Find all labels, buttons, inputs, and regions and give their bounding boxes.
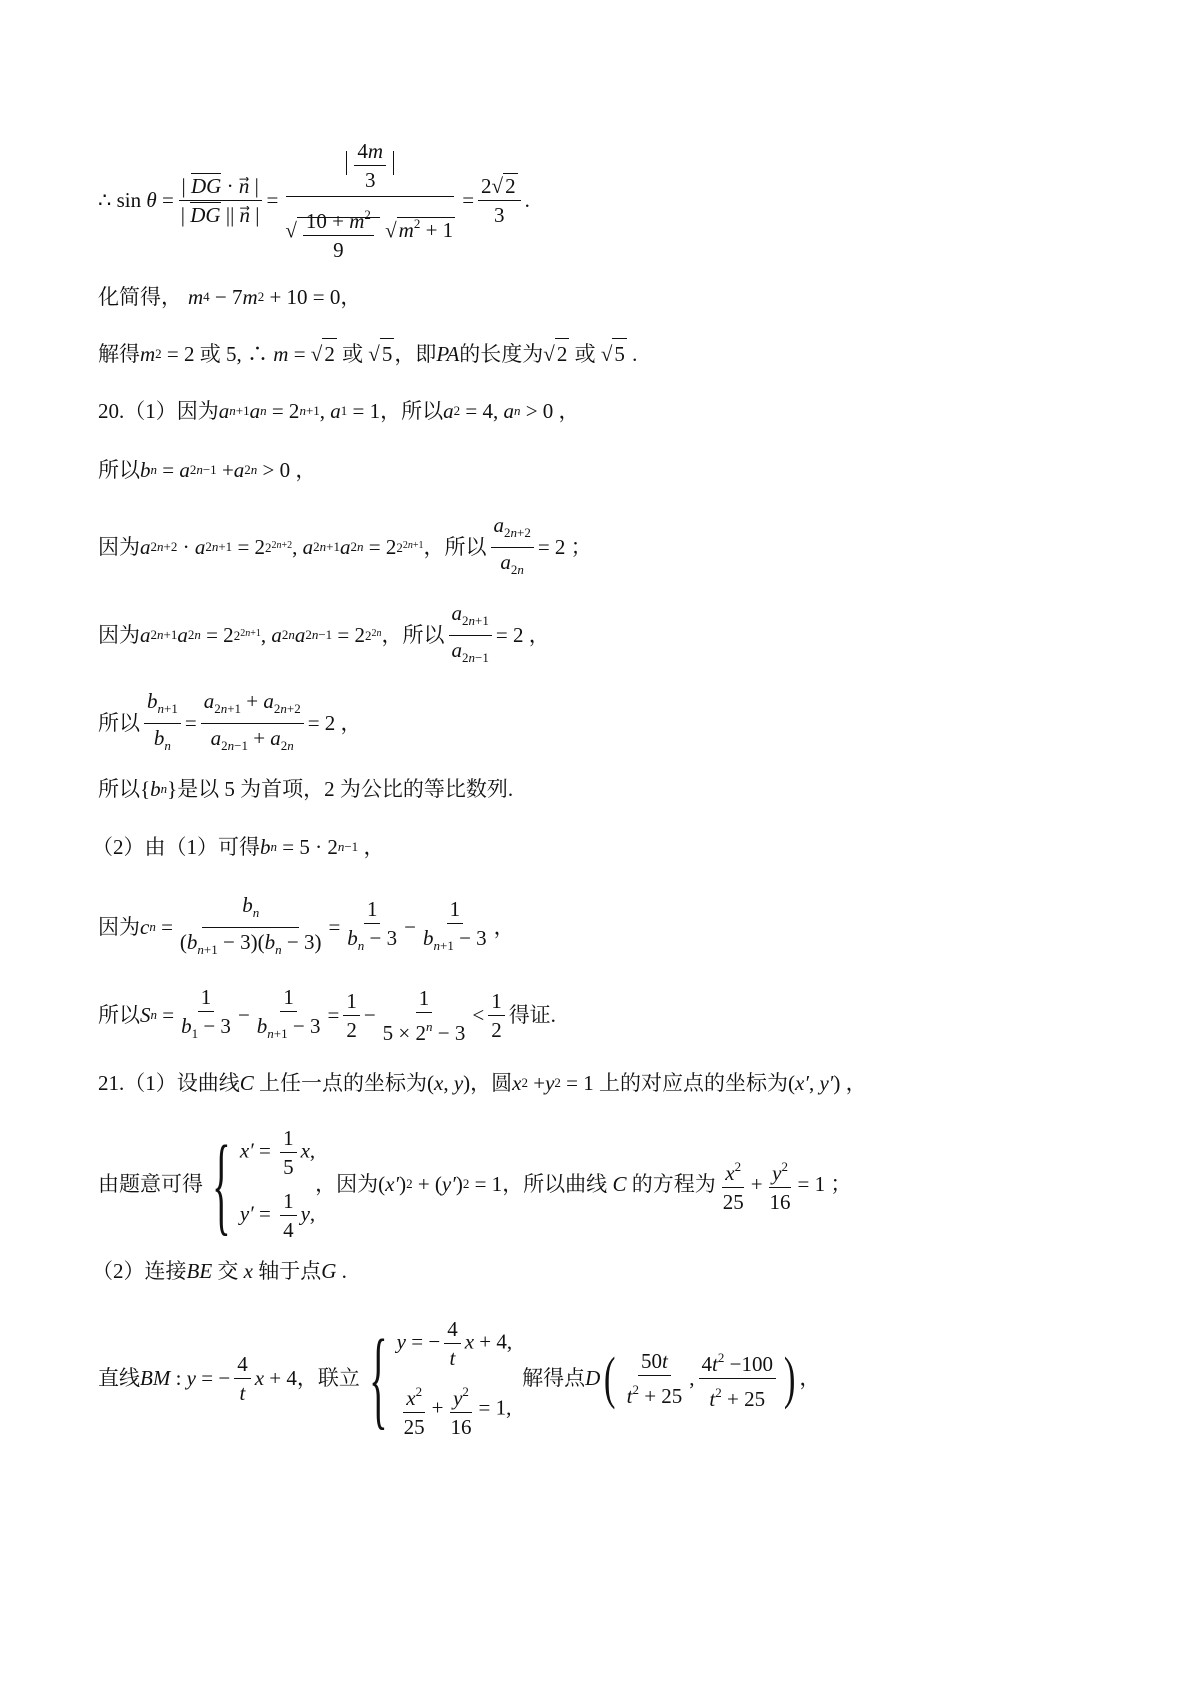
solve-m-line: 解得 m 2 = 2 或 5, ∴ m = √ 2 或 √ 5 ，即 PA 的长度为 √ 2 或 √ 5 . (98, 338, 1140, 369)
bn-ratio-line: 所以 $\frac{b_{n+1}}{b_n}$ = $\frac{a_{2n+1} + a_{2n+2}}{a_{2n-1} + a_{2n}}$ = 2 ， (98, 688, 362, 753)
bn-positive-line: 所以 b n = a 2n−1 + a 2n > 0 ， (98, 458, 317, 482)
sn-proof-line: 所以 S n = $\frac{1}{b_1 - 3}$ − $\frac{1}{b_{n+1} - 3}$ = $\frac{1}{2}$ − $\frac{1}{5 \times 2^n - 3}$ < $\frac{1}{2}$ 得证. (98, 984, 556, 1045)
ratio-even-line: 因为 a 2n+2 · a 2n+1 = 2 $2^{2n+2}$ , a 2n+1 a 2n = 2 $2^{2n+1}$ ，所以 $\frac{a_{2n+2}}{a_{2n}}$ = 2 ； (98, 512, 592, 577)
line-bm-system-line: 直线 BM : y = − $\frac{4}{t}$ x + 4 ，联立 { y = − $\frac{4}{t}$ x + 4, $\frac{x^2}{25}$ + $\frac{y^2}{16}$ = 1, 解得点 D ( $\frac{50t}{t^2 + 25}$ , $\frac{4t^2 -100}{t^2 + 25}$ ) ， (98, 1317, 821, 1439)
q20-part2-line: （2）由（1）可得 b n = 5 · 2 n−1 ， (92, 835, 385, 859)
cn-definition-line: 因为 c n = $\frac{b_n}{(b_{n+1} - 3)(b_n - 3)}$ = $\frac{1}{b_n - 3}$ − $\frac{1}{b_{n+1} - 3}$ ， (98, 892, 515, 957)
q21-part1-line: 21.（1）设曲线 C 上任一点的坐标为 ( x , y ) ，圆 x 2 + y 2 = 1 上的对应点的坐标为 ( x′ , y′ ) ， (98, 1071, 867, 1095)
sin-theta-equation: ∴ sin θ = $\frac{| DG \cdot n⃗ |}{| DG || n⃗ |}$ = $\frac{4m}{3}$ √ $\frac{10 + m^2}{9}$ $√m^2 + 1$ = $\frac{2√2}{3}$ . (98, 138, 530, 262)
q20-part1-line: 20.（1）因为 a n+1 a n = 2 n+1 , a 1 = 1 ，所以 a 2 = 4, a n > 0 ， (98, 399, 580, 423)
q21-part2-line: （2）连接 BE 交 x 轴于点 G . (92, 1259, 347, 1283)
curve-equation-line: 由题意可得 { x′ = $\frac{1}{5}$ x, y′ = $\frac{1}{4}$ y, ，因为 ( x′ ) 2 + ( y′ ) 2 = 1 ，所以曲线 C 的方程为 $\frac{x^2}{25}$ + $\frac{y^2}{16}$ = 1 ； (98, 1123, 852, 1245)
geometric-conclusion-line: 所以 { b n } 是以 5 为首项，2 为公比的等比数列. (98, 777, 514, 801)
simplify-line: 化简得， m 4 − 7 m 2 + 10 = 0 ， (98, 285, 362, 309)
ratio-odd-line: 因为 a 2n+1 a 2n = 2 $2^{2n+1}$ , a 2n a 2n−1 = 2 $2^{2n}$ ，所以 $\frac{a_{2n+1}}{a_{2n-1}}$ = 2 ， (98, 600, 550, 665)
